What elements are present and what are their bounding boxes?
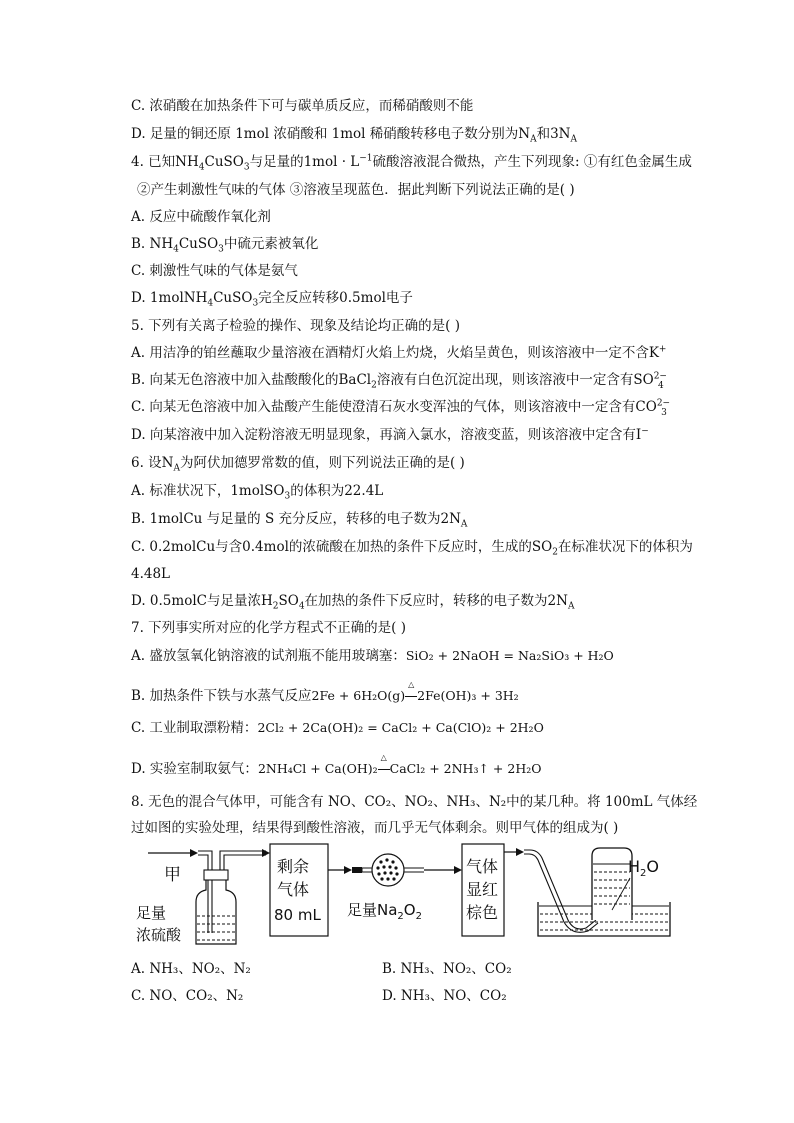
arrowhead <box>344 866 352 874</box>
text: B. NH <box>131 236 174 252</box>
delivery-tube <box>524 850 598 932</box>
q4-option-a <box>131 207 691 227</box>
q3-option-d <box>131 124 691 144</box>
text: CuSO <box>178 236 219 252</box>
heat-arrow <box>378 753 390 779</box>
text: 4 <box>198 162 205 173</box>
text: D. 0.5molC与足量浓H <box>131 593 273 609</box>
bottle-stopper <box>204 870 228 880</box>
text: 2 <box>552 547 558 558</box>
text: 4 <box>298 601 305 612</box>
q4-option-d <box>131 288 691 308</box>
text: D. 向某溶液中加入淀粉溶液无明显现象，再滴入氯水，溶液变蓝，则该溶液中定含有I <box>131 427 642 443</box>
text: 的体积为22.4L <box>290 483 384 499</box>
text: 硫酸溶液混合微热，产生下列现象: ①有红色金属生成 <box>372 154 692 170</box>
q5-stem <box>131 316 691 336</box>
text: 5. 下列有关离子检验的操作、现象及结论均正确的是( ) <box>131 318 460 334</box>
inlet-arrowhead <box>190 849 198 857</box>
wash-bottle <box>196 880 236 944</box>
q8-option-d: D. NH₃、NO、CO₂ <box>382 988 507 1004</box>
text: A. 标准状况下，1molSO <box>131 483 285 499</box>
q7-option-d <box>131 753 691 779</box>
text: C. 向某无色溶液中加入盐酸产生能使澄清石灰水变浑浊的气体，则该溶液中一定含有CO <box>131 399 657 415</box>
q4-option-b <box>131 234 691 254</box>
experiment-diagram <box>134 840 674 952</box>
text: A <box>570 134 577 145</box>
box-remaining-gas-line3: 80 mL <box>274 906 321 924</box>
text: C. 工业制取漂粉精： <box>131 720 258 736</box>
arrowhead <box>516 848 524 856</box>
text: A <box>460 519 468 530</box>
equation: SiO₂ + 2NaOH = Na₂SiO₃ + H₂O <box>405 648 614 663</box>
text: A <box>567 601 575 612</box>
text: 和3N <box>536 126 571 142</box>
q6-option-d <box>131 591 691 611</box>
na2o2-label: 足量$Na_2O_2$ <box>347 901 422 922</box>
text: A <box>173 463 180 474</box>
text: 2 <box>272 601 279 612</box>
heat-symbol: △ <box>380 753 387 762</box>
text: 4. 已知NH <box>131 154 199 170</box>
q8-options-row1 <box>131 959 691 979</box>
q6-option-c-continued <box>131 564 691 584</box>
gas-label: 甲 <box>164 865 181 885</box>
q3-option-c <box>131 96 691 116</box>
tube-connector <box>352 867 362 873</box>
drying-tube-outlet <box>404 868 424 872</box>
bottle-label-1: 足量 <box>136 904 167 922</box>
text: 过如图的实验处理，结果得到酸性溶液，而几乎无气体剩余。则甲气体的组成为( ) <box>131 820 619 836</box>
q4-option-c <box>131 261 691 281</box>
q6-stem <box>131 453 691 473</box>
q8-stem-line1 <box>131 792 698 812</box>
equation-right: 2Fe(OH)₃ + 3H₂ <box>417 688 519 703</box>
text: 2 <box>371 380 377 391</box>
q8-stem-line2 <box>131 818 691 838</box>
q4-stem-line2 <box>137 180 697 200</box>
text: 溶液有白色沉淀出现，则该溶液中一定含有SO <box>376 372 654 388</box>
q5-option-a <box>131 343 691 363</box>
text: A. 盛放氢氧化钠溶液的试剂瓶不能用玻璃塞： <box>131 648 406 664</box>
text: 3 <box>218 244 224 255</box>
box-remaining-gas-line2: 气体 <box>277 880 310 899</box>
q8-option-a: A. NH₃、NO₂、N₂ <box>131 961 251 977</box>
text: D. 足量的铜还原 1mol 浓硝酸和 1mol 稀硝酸转移电子数分别为N <box>131 126 531 142</box>
text: 2− <box>656 398 671 409</box>
text: 在加热的条件下反应时，转移的电子数为2N <box>304 593 568 609</box>
text: 4.48L <box>131 566 171 582</box>
text: 7. 下列事实所对应的化学方程式不正确的是( ) <box>131 620 406 636</box>
text: C. 刺激性气味的气体是氨气 <box>131 263 298 279</box>
text: 6. 设N <box>131 455 174 471</box>
box-red-brown-line3: 棕色 <box>466 903 499 922</box>
text: − <box>641 426 649 437</box>
q5-option-b <box>131 370 691 390</box>
text: D. 1molNH <box>131 290 208 306</box>
q5-option-c <box>131 397 691 417</box>
arrowhead <box>262 849 270 857</box>
heat-symbol: △ <box>408 680 415 689</box>
drying-tube <box>362 868 372 872</box>
q6-option-a <box>131 481 691 501</box>
equation-right: CaCl₂ + 2NH₃↑ + 2H₂O <box>389 761 542 776</box>
q4-stem-line1 <box>131 152 691 172</box>
bottle-outlet-tube <box>220 851 266 870</box>
text: 与足量的1mol · L <box>249 154 360 170</box>
q7-option-b <box>131 680 691 706</box>
text: A. 用洁净的铂丝蘸取少量溶液在酒精灯火焰上灼烧，火焰呈黄色，则该溶液中一定不含K <box>131 345 659 361</box>
text: B. 向某无色溶液中加入盐酸酸化的BaCl <box>131 372 372 388</box>
text: A. 反应中硫酸作氧化剂 <box>131 209 271 225</box>
text: + <box>658 344 667 355</box>
equation-left: 2NH₄Cl + Ca(OH)₂ <box>257 761 378 776</box>
q6-option-b <box>131 509 691 529</box>
text: B. 1molCu 与足量的 S 充分反应，转移的电子数为2N <box>131 511 461 527</box>
text: SO <box>278 593 299 609</box>
text: 3 <box>661 407 667 418</box>
q7-option-c <box>131 718 691 738</box>
q8-option-b: B. NH₃、NO₂、CO₂ <box>382 961 512 977</box>
text: 3 <box>284 491 291 502</box>
text: ②产生刺激性气味的气体 ③溶液呈现蓝色．据此判断下列说法正确的是( ) <box>137 182 575 198</box>
text: 为阿伏加德罗常数的值，则下列说法正确的是( ) <box>179 455 465 471</box>
text: CuSO <box>213 290 253 306</box>
text: D. 实验室制取氨气： <box>131 761 258 777</box>
text: −1 <box>359 153 373 164</box>
text: 在标准状况下的体积为 <box>557 539 693 555</box>
box-red-brown-line2: 显红 <box>466 880 499 899</box>
equation-left: 2Fe + 6H₂O(g) <box>311 688 406 703</box>
text: 4 <box>657 380 664 391</box>
q8-option-c: C. NO、CO₂、N₂ <box>131 988 244 1004</box>
text: C. 0.2molCu与含0.4mol的浓硫酸在加热的条件下反应时，生成的SO <box>131 539 553 555</box>
text: 8. 无色的混合气体甲，可能含有 NO、CO₂、NO₂、NH₃、N₂中的某几种。将 100mL 气体经 <box>131 794 698 810</box>
text: 4 <box>173 244 179 255</box>
box-red-brown-line1: 气体 <box>466 857 499 876</box>
water-label: $H_2O$ <box>628 857 659 879</box>
text: 4 <box>207 298 214 309</box>
heat-arrow <box>405 680 417 706</box>
text: 2− <box>653 371 667 382</box>
arrowhead <box>454 866 462 874</box>
bottle-label-2: 浓硫酸 <box>136 926 182 944</box>
box-remaining-gas-line1: 剩余 <box>277 857 310 876</box>
text: CuSO <box>204 154 244 170</box>
equation: 2Cl₂ + 2Ca(OH)₂ = CaCl₂ + Ca(ClO)₂ + 2H₂O <box>257 720 544 735</box>
q7-option-a <box>131 646 691 666</box>
text: C. 浓硝酸在加热条件下可与碳单质反应，而稀硝酸则不能 <box>131 98 474 114</box>
text: B. 加热条件下铁与水蒸气反应 <box>131 688 312 704</box>
text: 完全反应转移0.5mol电子 <box>258 290 413 306</box>
text: 中硫元素被氧化 <box>223 236 319 252</box>
text: 3 <box>243 162 250 173</box>
q5-option-d <box>131 425 691 445</box>
q6-option-c <box>131 537 691 557</box>
q7-stem <box>131 618 691 638</box>
text: 3 <box>252 298 259 309</box>
text: A <box>530 134 537 145</box>
q8-options-row2 <box>131 986 691 1006</box>
